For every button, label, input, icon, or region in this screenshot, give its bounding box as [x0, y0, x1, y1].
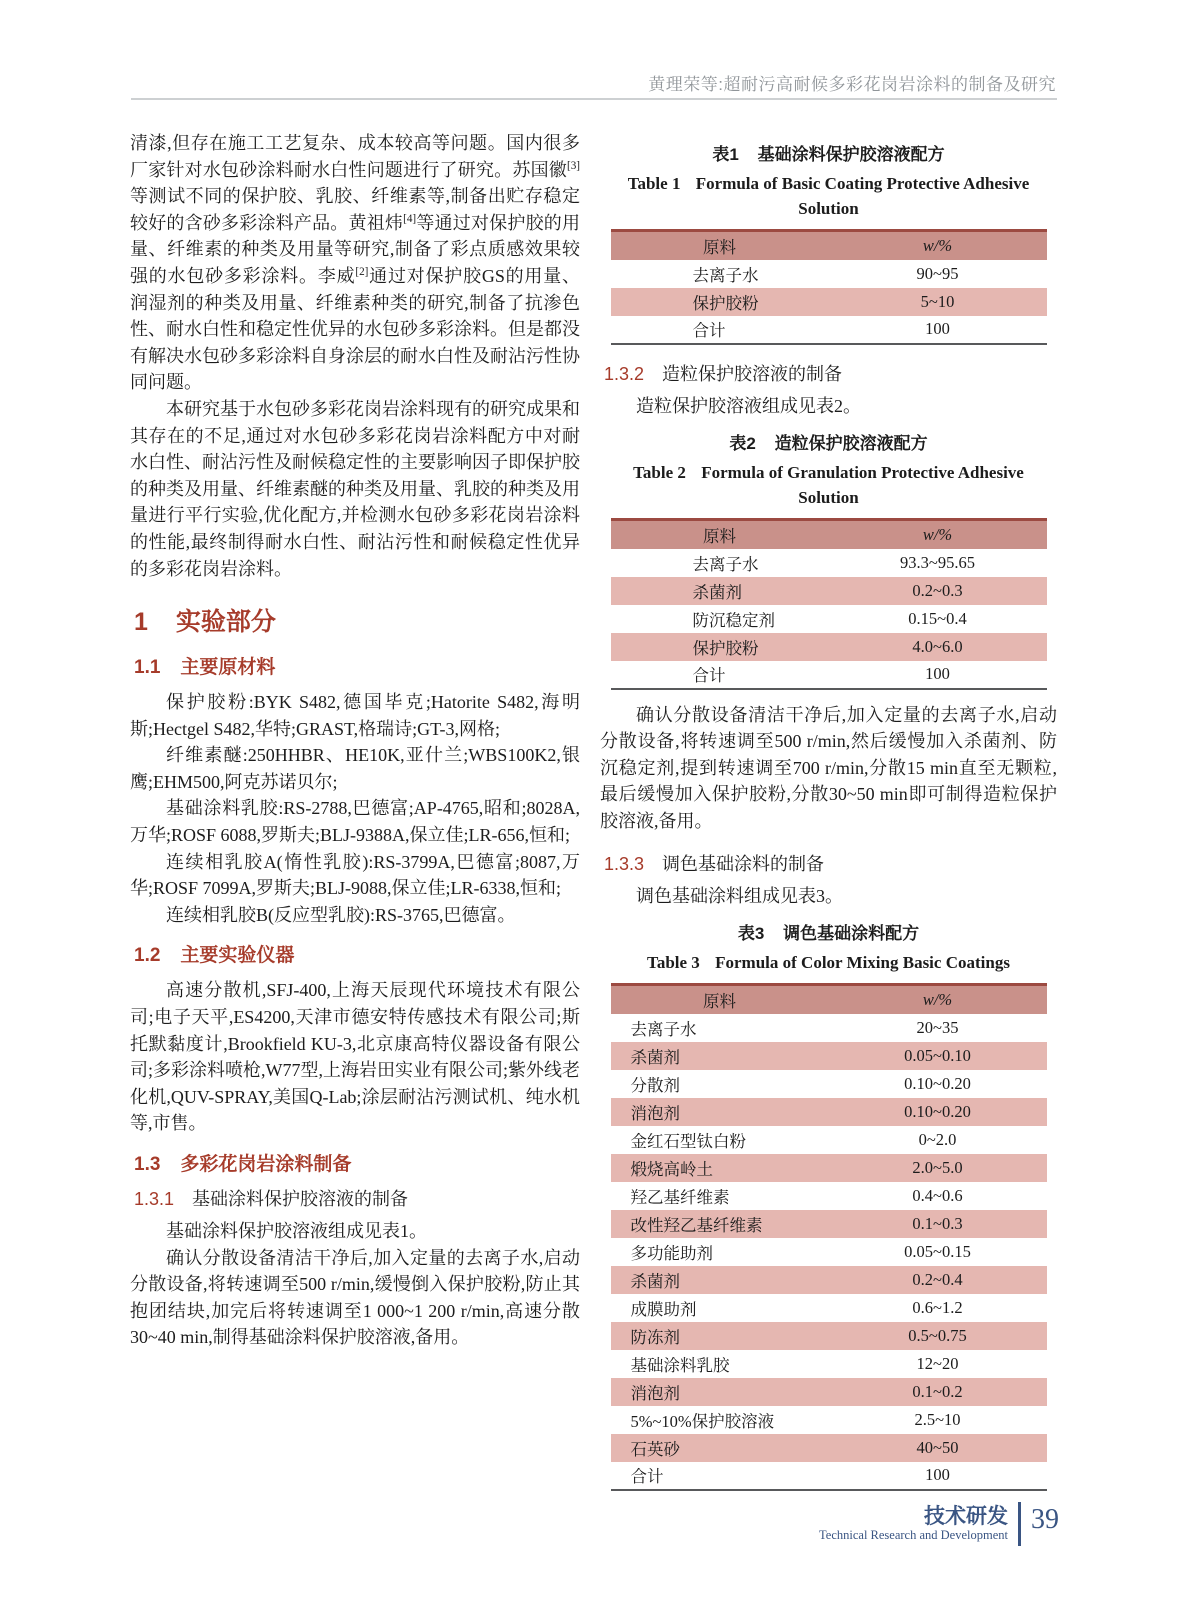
ingredient-cell: 合计	[630, 1467, 664, 1487]
table-title: 基础涂料保护胶溶液配方	[757, 145, 945, 164]
subsubsection-heading-basic-solution	[134, 1186, 580, 1212]
table-row	[611, 633, 1047, 661]
citation-ref: [2]	[355, 265, 369, 278]
value-cell: 4.0~6.0	[912, 636, 963, 656]
table-row	[611, 1042, 1047, 1070]
table-label: 表2	[729, 434, 756, 454]
ingredient-cell: 金红石型钛白粉	[630, 1131, 746, 1151]
ingredient-cell: 煅烧高岭土	[630, 1159, 713, 1179]
value-cell: 90~95	[916, 263, 959, 283]
value-cell: 2.5~10	[914, 1409, 961, 1429]
section-title: 调色基础涂料的制备	[662, 853, 825, 874]
unit-symbol: w	[922, 235, 934, 255]
ingredient-cell: 消泡剂	[630, 1103, 680, 1123]
table-3-block	[611, 919, 1047, 1491]
value-cell: 0.1~0.3	[912, 1213, 963, 1233]
subsubsection-heading-granulation-solution	[604, 361, 1057, 387]
value-cell: 5~10	[920, 291, 955, 311]
value-cell: 0.1~0.2	[912, 1381, 963, 1401]
paragraph-materials-cellulose-ether: 纤维素醚:250HHBR、HE10K,亚什兰;WBS100K2,银鹰;EHM500,阿克苏诺贝尔;	[130, 745, 580, 792]
table-label: 表1	[712, 145, 739, 164]
table-title-en: Formula of Granulation Protective Adhesive Solution	[701, 463, 1024, 508]
table-row	[611, 605, 1047, 633]
table-title: 造粒保护胶溶液配方	[774, 434, 928, 454]
table-title-en: Formula of Basic Coating Protective Adhesive Solution	[695, 174, 1030, 218]
paragraph-materials-latex-b: 连续相乳胶B(反应型乳胶):RS-3765,巴德富。	[166, 904, 516, 925]
section-number: 1.2	[134, 945, 161, 967]
ingredient-cell: 改性羟乙基纤维素	[630, 1215, 763, 1235]
table-2-caption-en	[611, 460, 1047, 510]
unit-symbol: w	[922, 524, 934, 544]
section-title: 主要原材料	[180, 657, 276, 679]
paragraph-granulation-procedure: 确认分散设备清洁干净后,加入定量的去离子水,启动分散设备,将转速调至500 r/min,然后缓慢加入杀菌剂、防沉稳定剂,提到转速调至700 r/min,分散15 min直至无颗粒,最后缓慢加入保护胶粉,分散30~50 min即可制得造粒保护胶溶液,备用。	[600, 704, 1057, 831]
running-head: 黄理荣等:超耐污高耐候多彩花岗岩涂料的制备及研究	[648, 75, 1056, 94]
table-row	[611, 661, 1047, 689]
formula-table-3	[611, 983, 1047, 1491]
section-heading-experiment	[134, 602, 580, 638]
ingredient-cell: 基础涂料乳胶	[630, 1355, 730, 1375]
value-cell: 40~50	[916, 1437, 959, 1457]
table-row	[611, 1294, 1047, 1322]
col-header-weight-percent	[829, 520, 1047, 549]
table-row	[611, 577, 1047, 605]
paragraph-see-table-2: 造粒保护胶溶液组成见表2。	[636, 395, 861, 416]
ingredient-cell: 分散剂	[630, 1075, 680, 1095]
table-row	[611, 288, 1047, 316]
subsection-heading-instruments	[134, 940, 580, 967]
table-header-row	[611, 985, 1047, 1014]
value-cell: 0.10~0.20	[904, 1073, 971, 1093]
header-rule	[131, 98, 1057, 100]
right-column	[600, 130, 1057, 1503]
value-cell: 0.4~0.6	[912, 1185, 963, 1205]
table-header-row	[611, 231, 1047, 260]
text-run: 等测试不同的保护胶、乳胶、纤维素等,制备出贮存稳定较好的含砂多彩涂料产品。黄祖炜	[130, 186, 580, 233]
table-1-block	[611, 140, 1047, 345]
table-row	[611, 1098, 1047, 1126]
value-cell: 20~35	[916, 1017, 959, 1037]
value-cell: 12~20	[916, 1353, 959, 1373]
paragraph-see-table-3: 调色基础涂料组成见表3。	[636, 885, 843, 906]
value-cell: 0~2.0	[918, 1129, 957, 1149]
paragraph-intro-continued	[130, 130, 580, 396]
table-row	[611, 1182, 1047, 1210]
table-row	[611, 1070, 1047, 1098]
paragraph-basic-solution-procedure: 确认分散设备清洁干净后,加入定量的去离子水,启动分散设备,将转速调至500 r/min,缓慢倒入保护胶粉,防止其抱团结块,加完后将转速调至1 000~1 200 r/min,高速分散30~40 min,制得基础涂料保护胶溶液,备用。	[130, 1247, 580, 1348]
table-row	[611, 316, 1047, 344]
value-cell: 2.0~5.0	[912, 1157, 963, 1177]
ingredient-cell: 防沉稳定剂	[692, 610, 775, 630]
table-3-caption-en	[611, 950, 1047, 975]
table-row	[611, 1322, 1047, 1350]
value-cell: 0.5~0.75	[908, 1325, 967, 1345]
table-label-en: Table 2	[633, 463, 686, 483]
table-2-caption-cn	[611, 429, 1047, 454]
citation-ref: [3]	[566, 159, 580, 172]
ingredient-cell: 合计	[692, 321, 726, 340]
ingredient-cell: 保护胶粉	[692, 638, 759, 658]
section-title: 主要实验仪器	[180, 945, 295, 967]
table-header-row	[611, 520, 1047, 549]
section-number: 1.3.3	[604, 853, 645, 874]
table-row	[611, 1462, 1047, 1490]
col-header-ingredient: 原料	[611, 985, 829, 1014]
footer-section	[819, 1505, 1008, 1543]
ingredient-cell: 杀菌剂	[630, 1047, 680, 1067]
col-header-ingredient: 原料	[611, 231, 829, 260]
ingredient-cell: 杀菌剂	[692, 582, 742, 602]
table-1-caption-cn	[611, 140, 1047, 165]
section-title: 造粒保护胶溶液的制备	[662, 363, 843, 384]
section-number: 1.3.2	[604, 363, 645, 384]
table-row	[611, 1126, 1047, 1154]
table-1-caption-en	[611, 171, 1047, 221]
subsubsection-heading-color-mixing	[604, 851, 1057, 877]
ingredient-cell: 合计	[692, 666, 726, 686]
text-run: 清漆,但存在施工工艺复杂、成本较高等问题。国内很多厂家针对水包砂涂料耐水白性问题进行了研究。苏国徽	[130, 133, 580, 180]
table-label-en: Table 3	[647, 953, 700, 973]
table-row	[611, 1266, 1047, 1294]
paragraph-materials-basic-latex: 基础涂料乳胶:RS-2788,巴德富;AP-4765,昭和;8028A,万华;ROSF 6088,罗斯夫;BLJ-9388A,保立佳;LR-656,恒和;	[130, 798, 580, 846]
section-number: 1.3	[134, 1154, 161, 1175]
ingredient-cell: 多功能助剂	[630, 1243, 713, 1263]
subsection-heading-preparation	[134, 1149, 580, 1176]
value-cell: 93.3~95.65	[900, 552, 975, 572]
ingredient-cell: 去离子水	[630, 1019, 697, 1039]
text-run: 等通过对保护胶的用量、纤维素的种类及用量等研究,制备了彩点质感效果较强的水包砂多彩涂料。李威	[130, 212, 581, 286]
col-header-weight-percent	[829, 985, 1047, 1014]
table-row	[611, 549, 1047, 577]
value-cell: 100	[925, 319, 950, 338]
table-row	[611, 1406, 1047, 1434]
table-row	[611, 1434, 1047, 1462]
footer-section-en: Technical Research and Development	[819, 1528, 1008, 1542]
ingredient-cell: 羟乙基纤维素	[630, 1187, 730, 1207]
ingredient-cell: 保护胶粉	[692, 293, 759, 313]
paragraph-materials-protective-powder: 保护胶粉:BYK S482,德国毕克;Hatorite S482,海明斯;Hectgel S482,华特;GRAST,格瑞诗;GT-3,网格;	[130, 692, 580, 739]
section-number: 1	[134, 608, 148, 637]
page-number: 39	[1031, 1504, 1059, 1535]
left-column	[130, 130, 580, 1351]
table-row	[611, 1210, 1047, 1238]
table-title: 调色基础涂料配方	[783, 924, 920, 944]
table-title-en: Formula of Color Mixing Basic Coatings	[715, 953, 1010, 973]
ingredient-cell: 防冻剂	[630, 1327, 680, 1347]
ingredient-cell: 杀菌剂	[630, 1271, 680, 1291]
value-cell: 0.10~0.20	[904, 1101, 971, 1121]
formula-table-2	[611, 518, 1047, 690]
page-footer	[819, 1502, 1059, 1546]
ingredient-cell: 5%~10%保护胶溶液	[630, 1411, 775, 1431]
value-cell: 0.2~0.3	[912, 580, 963, 600]
table-label-en: Table 1	[627, 174, 681, 193]
section-number: 1.1	[134, 657, 161, 679]
table-row	[611, 1014, 1047, 1042]
ingredient-cell: 成膜助剂	[630, 1299, 697, 1319]
unit-symbol: w	[922, 989, 934, 1009]
value-cell: 0.15~0.4	[908, 608, 967, 628]
formula-table-1	[611, 229, 1047, 345]
paragraph-research-overview: 本研究基于水包砂多彩花岗岩涂料现有的研究成果和其存在的不足,通过对水包砂多彩花岗岩涂料配方中对耐水白性、耐沾污性及耐候稳定性的主要影响因子即保护胶的种类及用量、纤维素醚的种类及用量、乳胶的种类及用量进行平行实验,优化配方,并检测水包砂多彩花岗岩涂料的性能,最终制得耐水白性、耐沾污性和耐候稳定性优异的多彩花岗岩涂料。	[130, 398, 580, 579]
value-cell: 0.05~0.10	[904, 1045, 971, 1065]
unit-rest: /%	[933, 524, 953, 544]
section-number: 1.3.1	[134, 1189, 175, 1209]
table-row	[611, 1378, 1047, 1406]
value-cell: 0.6~1.2	[912, 1297, 963, 1317]
unit-rest: /%	[933, 235, 953, 255]
paragraph-materials-latex-a: 连续相乳胶A(惰性乳胶):RS-3799A,巴德富;8087,万华;ROSF 7099A,罗斯夫;BLJ-9088,保立佳;LR-6338,恒和;	[130, 851, 580, 899]
section-title: 多彩花岗岩涂料制备	[180, 1154, 352, 1175]
value-cell: 0.2~0.4	[912, 1269, 963, 1289]
table-label: 表3	[737, 924, 765, 944]
section-title: 实验部分	[175, 608, 276, 637]
ingredient-cell: 去离子水	[692, 265, 759, 285]
value-cell: 0.05~0.15	[904, 1241, 971, 1261]
table-3-caption-cn	[611, 919, 1047, 944]
paragraph-instruments: 高速分散机,SFJ-400,上海天辰现代环境技术有限公司;电子天平,ES4200,天津市德安特传感技术有限公司;斯托默黏度计,Brookfield KU-3,北京康高特仪器设备有限公司;多彩涂料喷枪,W77型,上海岩田实业有限公司;紫外线老化机,QUV-SPRAY,美国Q-Lab;涂层耐沾污测试机、纯水机等,市售。	[130, 980, 580, 1134]
table-row	[611, 260, 1047, 288]
footer-divider-bar	[1018, 1502, 1021, 1546]
unit-rest: /%	[933, 989, 953, 1009]
col-header-weight-percent	[829, 231, 1047, 260]
table-row	[611, 1238, 1047, 1266]
subsection-heading-raw-materials	[134, 652, 580, 679]
table-row	[611, 1154, 1047, 1182]
page-content	[130, 130, 1057, 1503]
ingredient-cell: 去离子水	[692, 554, 759, 574]
text-run: 通过对保护胶GS的用量、润湿剂的种类及用量、纤维素种类的研究,制备了抗渗色性、耐水白性和稳定性优异的水包砂多彩涂料。但是都没有解决水包砂多彩涂料自身涂层的耐水白性及耐沾污性协同问题。	[130, 265, 580, 393]
footer-section-cn: 技术研发	[924, 1505, 1008, 1528]
citation-ref: [4]	[403, 212, 417, 225]
section-title: 基础涂料保护胶溶液的制备	[192, 1189, 409, 1209]
paragraph-see-table-1: 基础涂料保护胶溶液组成见表1。	[166, 1221, 427, 1241]
value-cell: 100	[925, 1465, 950, 1485]
ingredient-cell: 消泡剂	[630, 1383, 680, 1403]
table-row	[611, 1350, 1047, 1378]
ingredient-cell: 石英砂	[630, 1439, 680, 1459]
table-2-block	[611, 429, 1047, 690]
col-header-ingredient: 原料	[611, 520, 829, 549]
value-cell: 100	[925, 664, 950, 684]
